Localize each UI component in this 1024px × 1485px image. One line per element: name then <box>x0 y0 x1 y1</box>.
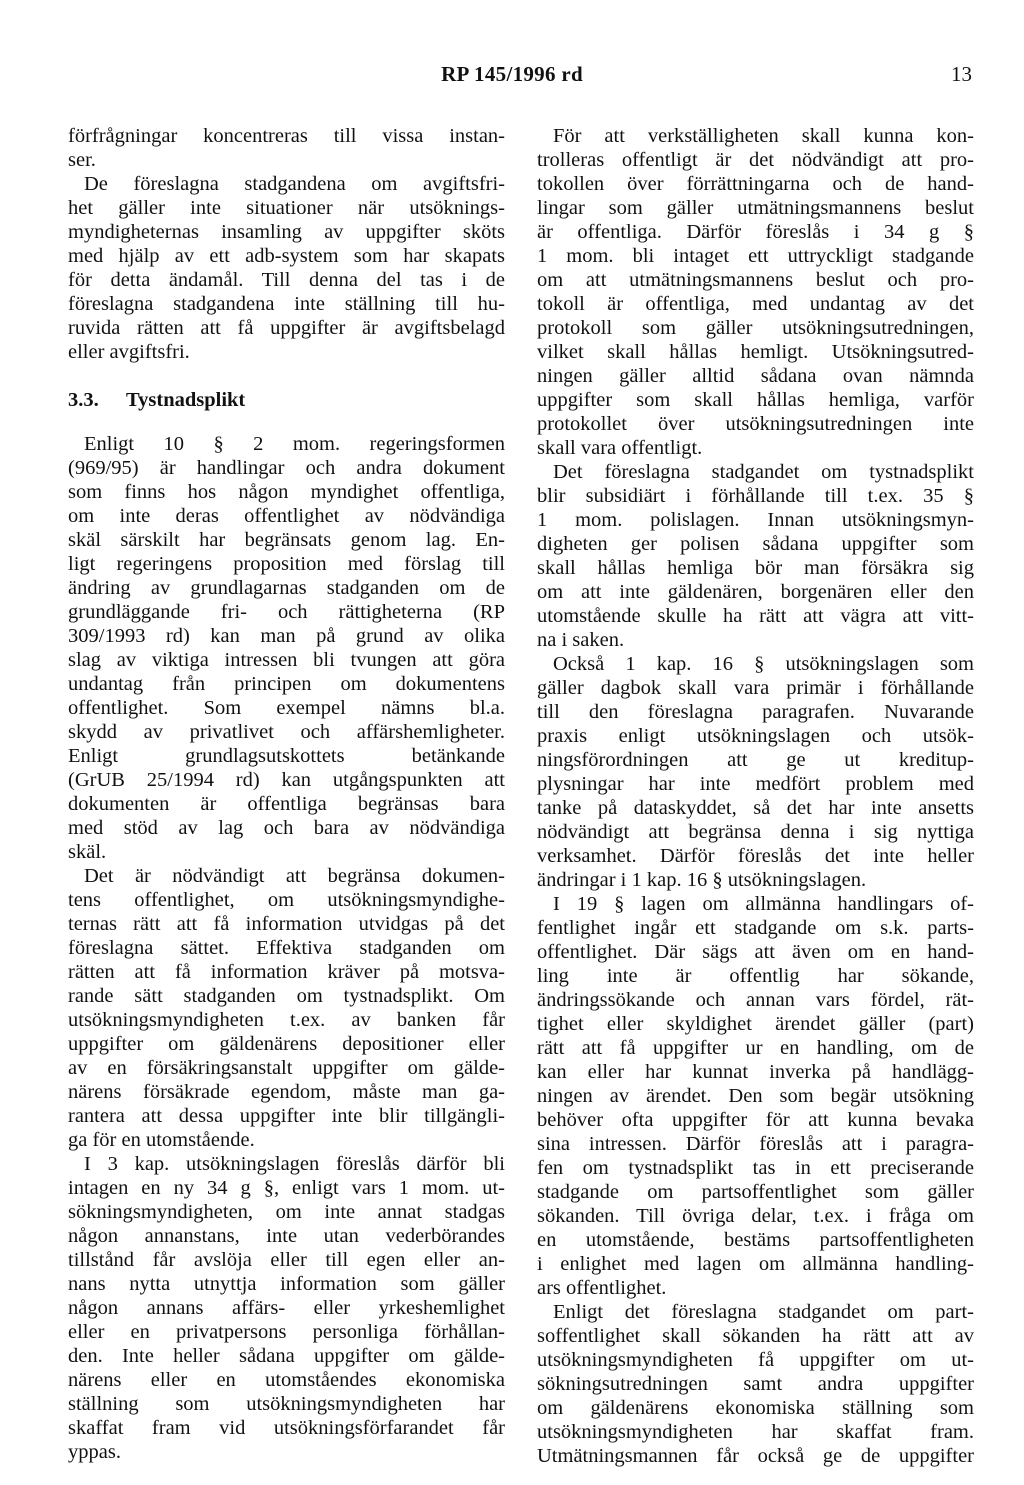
right-column <box>537 124 974 1468</box>
text-line: na i saken. <box>537 629 625 651</box>
text-line: ling inte är offentlig har sökande, <box>537 965 974 987</box>
text-line: skall hållas hemliga bör man försäkra sig <box>537 557 974 579</box>
text-line: ga för en utomstående. <box>68 1129 255 1151</box>
text-line: sökningsmyndigheten, om inte annat stadgas <box>68 1201 505 1223</box>
text-line: soffentlighet skall sökanden ha rätt att av <box>537 1325 974 1347</box>
text-line: ars offentlighet. <box>537 1277 667 1299</box>
text-line: eller en privatpersons personliga förhållan- <box>68 1321 505 1343</box>
text-line: Enligt grundlagsutskottets betänkande <box>68 745 505 767</box>
text-line: 1 mom. bli intaget ett uttryckligt stadgande <box>537 245 974 267</box>
text-line: praxis enligt utsökningslagen och utsök- <box>537 725 974 747</box>
text-line: föreslagna stadgandena inte ställning till hu- <box>68 293 505 315</box>
section-number: 3.3. <box>68 389 99 411</box>
text-line: utomstående skulle ha rätt att vägra att vitt- <box>537 605 974 627</box>
spacer <box>68 412 505 432</box>
text-line: är offentliga. Därför föreslås i 34 g § <box>537 221 974 243</box>
text-line: offentlighet. Som exempel nämns bl.a. <box>68 697 505 719</box>
paragraph <box>68 432 505 864</box>
text-line: undantag från principen om dokumentens <box>68 673 505 695</box>
text-line: I 19 § lagen om allmänna handlingars of- <box>553 893 974 915</box>
text-line: ningsförordningen att ge ut kreditup- <box>537 749 974 771</box>
text-line: en utomstående, bestäms partsoffentligheten <box>537 1229 974 1251</box>
text-line: ändringar i 1 kap. 16 § utsökningslagen. <box>537 869 867 891</box>
text-line: yppas. <box>68 1441 121 1463</box>
section-title: Tystnadsplikt <box>126 389 246 411</box>
text-line: ningen gäller alltid sådana ovan nämnda <box>537 365 974 387</box>
document-title: RP 145/1996 rd <box>441 62 583 86</box>
text-line: sökanden. Till övriga delar, t.ex. i fråga om <box>537 1205 974 1227</box>
text-line: Också 1 kap. 16 § utsökningslagen som <box>553 653 974 675</box>
text-line: om inte deras offentlighet av nödvändiga <box>68 505 505 527</box>
text-line: om att utmätningsmannens beslut och pro- <box>537 269 974 291</box>
text-line: dokumenten är offentliga begränsas bara <box>68 793 505 815</box>
text-line: Enligt 10 § 2 mom. regeringsformen <box>84 433 505 455</box>
text-line: skydd av privatlivet och affärshemligheter. <box>68 721 505 743</box>
text-line: tanke på dataskyddet, så det har inte ansetts <box>537 797 974 819</box>
text-line: Det föreslagna stadgandet om tystnadsplikt <box>553 461 974 483</box>
text-line: sökningsutredningen samt andra uppgifter <box>537 1373 974 1395</box>
section-heading <box>68 388 505 412</box>
text-line: Enligt det föreslagna stadgandet om part- <box>553 1301 974 1323</box>
text-line: skäl. <box>68 841 107 863</box>
text-line: förfrågningar koncentreras till vissa instan- <box>68 125 505 147</box>
paragraph <box>68 172 505 364</box>
text-line: föreslagna sättet. Effektiva stadganden om <box>68 937 505 959</box>
text-line: uppgifter om gäldenärens depositioner eller <box>68 1033 505 1055</box>
text-line: närens eller en utomståendes ekonomiska <box>68 1369 505 1391</box>
text-line: slag av viktiga intressen bli tvungen att göra <box>68 649 505 671</box>
text-line: rätten att få information kräver på motsva- <box>68 961 505 983</box>
text-line: gäller dagbok skall vara primär i förhållande <box>537 677 974 699</box>
text-line: offentlighet. Där sägs att även om en hand- <box>537 941 974 963</box>
text-line: het gäller inte situationer när utsöknings- <box>68 197 505 219</box>
paragraph <box>537 460 974 652</box>
text-line: ändring av grundlagarnas stadganden om de <box>68 577 505 599</box>
text-line: protokoll som gäller utsökningsutredningen, <box>537 317 974 339</box>
text-line: 1 mom. polislagen. Innan utsökningsmyn- <box>537 509 974 531</box>
text-line: ser. <box>68 149 96 171</box>
text-line: skall vara offentligt. <box>537 437 703 459</box>
text-line: tens offentlighet, om utsökningsmyndighe- <box>68 889 505 911</box>
text-line: grundläggande fri- och rättigheterna (RP <box>68 601 505 623</box>
text-line: verksamhet. Därför föreslås det inte heller <box>537 845 974 867</box>
text-line: behöver ofta uppgifter för att kunna bevaka <box>537 1109 974 1131</box>
text-line: 309/1993 rd) kan man på grund av olika <box>68 625 505 647</box>
text-line: För att verkställigheten skall kunna kon- <box>553 125 974 147</box>
text-line: Det är nödvändigt att begränsa dokumen- <box>84 865 505 887</box>
text-line: den. Inte heller sådana uppgifter om gälde- <box>68 1345 505 1367</box>
text-line: (GrUB 25/1994 rd) kan utgångspunkten att <box>68 769 505 791</box>
text-line: ruvida rätten att få uppgifter är avgiftsbelagd <box>68 317 505 339</box>
text-line: om gäldenärens ekonomiska ställning som <box>537 1397 974 1419</box>
text-line: fen om tystnadsplikt tas in ett preciserande <box>537 1157 974 1179</box>
text-line: (969/95) är handlingar och andra dokument <box>68 457 505 479</box>
paragraph <box>68 864 505 1152</box>
text-line: för detta ändamål. Till denna del tas i de <box>68 269 505 291</box>
text-line: blir subsidiärt i förhållande till t.ex. 35 § <box>537 485 974 507</box>
text-line: av en försäkringsanstalt uppgifter om gälde- <box>68 1057 505 1079</box>
text-line: ternas rätt att få information utvidgas på det <box>68 913 505 935</box>
text-line: De föreslagna stadgandena om avgiftsfri- <box>84 173 505 195</box>
text-line: tokollen över förrättningarna och de hand- <box>537 173 974 195</box>
text-line: utsökningsmyndigheten har skaffat fram. <box>537 1421 974 1443</box>
paragraph <box>537 1300 974 1468</box>
text-line: rantera att dessa uppgifter inte blir tillgängli- <box>68 1105 505 1127</box>
text-line: utsökningsmyndigheten få uppgifter om ut- <box>537 1349 974 1371</box>
text-line: uppgifter som skall hållas hemliga, varför <box>537 389 974 411</box>
text-line: rande sätt stadganden om tystnadsplikt. Om <box>68 985 505 1007</box>
text-line: I 3 kap. utsökningslagen föreslås därför bli <box>84 1153 505 1175</box>
text-line: i enlighet med lagen om allmänna handling- <box>537 1253 974 1275</box>
text-line: någon annanstans, inte utan vederbörandes <box>68 1225 505 1247</box>
text-line: eller avgiftsfri. <box>68 341 190 363</box>
text-line: kan eller har kunnat inverka på handlägg- <box>537 1061 974 1083</box>
text-line: vilket skall hållas hemligt. Utsökningsutred- <box>537 341 974 363</box>
text-line: skäl särskilt har begränsats genom lag. En- <box>68 529 505 551</box>
page-number: 13 <box>951 62 972 86</box>
text-line: Utmätningsmannen får också ge de uppgifter <box>537 1445 974 1467</box>
text-line: sina intressen. Därför föreslås att i paragra- <box>537 1133 974 1155</box>
text-line: nödvändigt att begränsa denna i sig nyttiga <box>537 821 974 843</box>
text-line: trolleras offentligt är det nödvändigt att pro- <box>537 149 974 171</box>
text-line: ligt regeringens proposition med förslag till <box>68 553 505 575</box>
text-line: tighet eller skyldighet ärendet gäller (part) <box>537 1013 974 1035</box>
text-line: digheten ger polisen sådana uppgifter som <box>537 533 974 555</box>
text-line: med hjälp av ett adb-system som har skapats <box>68 245 505 267</box>
text-line: med stöd av lag och bara av nödvändiga <box>68 817 505 839</box>
text-line: närens försäkrade egendom, måste man ga- <box>68 1081 505 1103</box>
text-line: fentlighet ingår ett stadgande om s.k. parts- <box>537 917 974 939</box>
paragraph <box>537 124 974 460</box>
text-line: som finns hos någon myndighet offentliga, <box>68 481 505 503</box>
text-line: myndigheternas insamling av uppgifter sköts <box>68 221 505 243</box>
text-line: lingar som gäller utmätningsmannens beslut <box>537 197 974 219</box>
text-line: plysningar har inte medfört problem med <box>537 773 974 795</box>
text-line: tillstånd får avslöja eller till egen eller an- <box>68 1249 505 1271</box>
text-line: någon annans affärs- eller yrkeshemlighet <box>68 1297 505 1319</box>
text-line: om att inte gäldenären, borgenären eller den <box>537 581 974 603</box>
text-line: utsökningsmyndigheten t.ex. av banken får <box>68 1009 505 1031</box>
text-line: rätt att få uppgifter ur en handling, om de <box>537 1037 974 1059</box>
left-column <box>68 124 505 1464</box>
text-line: protokollet över utsökningsutredningen inte <box>537 413 974 435</box>
text-line: ändringssökande och annan vars fördel, rät- <box>537 989 974 1011</box>
text-line: stadgande om partsoffentlighet som gäller <box>537 1181 974 1203</box>
text-line: ningen av ärendet. Den som begär utsökning <box>537 1085 974 1107</box>
paragraph <box>537 652 974 892</box>
paragraph <box>68 124 505 172</box>
text-line: tokoll är offentliga, med undantag av det <box>537 293 974 315</box>
text-line: ställning som utsökningsmyndigheten har <box>68 1393 505 1415</box>
text-line: nans nytta utnyttja information som gäller <box>68 1273 505 1295</box>
paragraph <box>68 1152 505 1464</box>
text-line: till den föreslagna paragrafen. Nuvarande <box>537 701 974 723</box>
paragraph <box>537 892 974 1300</box>
text-line: skaffat fram vid utsökningsförfarandet får <box>68 1417 505 1439</box>
text-line: intagen en ny 34 g §, enligt vars 1 mom. ut- <box>68 1177 505 1199</box>
